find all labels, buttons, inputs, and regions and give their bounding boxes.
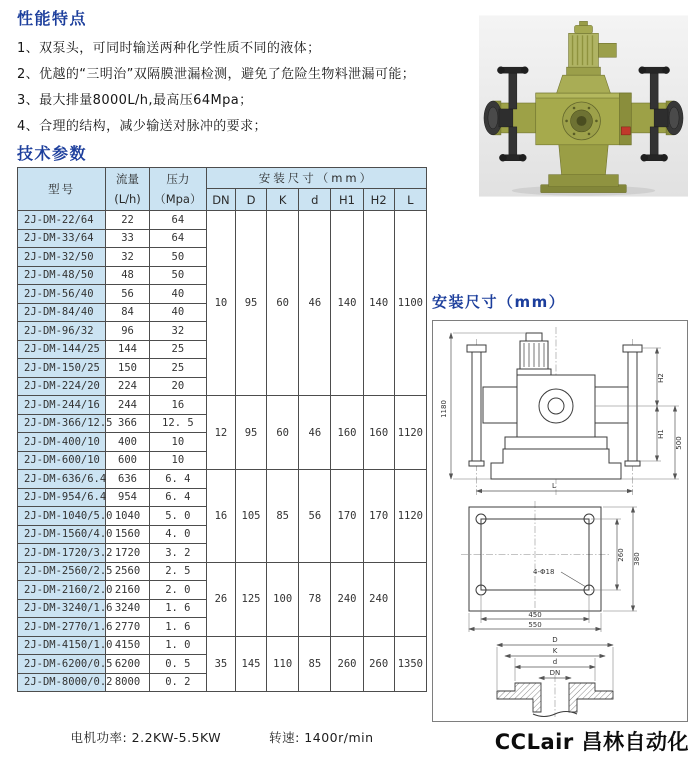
pressure-cell: 64 xyxy=(149,211,206,230)
dim-h1-label: H1 xyxy=(657,429,665,439)
dim-cell: 95 xyxy=(235,211,266,396)
flow-cell: 84 xyxy=(106,303,150,322)
dim-flange-d-small-label: d xyxy=(552,658,558,666)
pressure-cell: 6. 4 xyxy=(149,470,206,489)
dim-cell: 1120 xyxy=(394,396,426,470)
model-cell: 2J-DM-84/40 xyxy=(18,303,106,322)
pressure-cell: 0. 5 xyxy=(149,655,206,674)
feature-item: 3、最大排量8000L/h,最高压64Mpa； xyxy=(17,93,253,108)
dim-cell: 110 xyxy=(267,636,299,692)
brand-logo: CCLair 昌林自动化 xyxy=(494,730,689,754)
table-row xyxy=(18,396,427,415)
pressure-cell: 25 xyxy=(149,340,206,359)
dim-cell: 260 xyxy=(363,636,394,692)
pressure-cell: 50 xyxy=(149,266,206,285)
pressure-cell: 0. 2 xyxy=(149,673,206,692)
speed-text: 转速: 1400r/min xyxy=(269,730,374,745)
dim-flange-dn-label: DN xyxy=(549,669,561,677)
flow-cell: 366 xyxy=(106,414,150,433)
col-header-dims: 安装尺寸（mm） xyxy=(206,168,426,189)
flow-cell: 1720 xyxy=(106,544,150,563)
pressure-cell: 64 xyxy=(149,229,206,248)
pump-photo-illustration xyxy=(479,14,688,198)
col-header-dn: DN xyxy=(206,189,235,211)
flow-cell: 150 xyxy=(106,359,150,378)
pressure-cell: 2. 0 xyxy=(149,581,206,600)
model-cell: 2J-DM-636/6.4 xyxy=(18,470,106,489)
pressure-cell: 6. 4 xyxy=(149,488,206,507)
dim-flange-k-label: K xyxy=(552,647,558,655)
flow-cell: 2560 xyxy=(106,562,150,581)
flow-cell: 32 xyxy=(106,248,150,267)
elevation-drawing xyxy=(433,321,687,499)
dim-cell: 240 xyxy=(331,562,363,636)
dim-bolt-span-y-label: 260 xyxy=(617,548,625,562)
pressure-cell: 1. 6 xyxy=(149,618,206,637)
flow-cell: 4150 xyxy=(106,636,150,655)
tech-params-table xyxy=(17,167,427,692)
pressure-cell: 20 xyxy=(149,377,206,396)
flow-cell: 636 xyxy=(106,470,150,489)
dim-cell: 95 xyxy=(235,396,266,470)
model-cell: 2J-DM-32/50 xyxy=(18,248,106,267)
flow-cell: 954 xyxy=(106,488,150,507)
col-header-h1: H1 xyxy=(331,189,363,211)
model-cell: 2J-DM-22/64 xyxy=(18,211,106,230)
dim-cell: 160 xyxy=(331,396,363,470)
model-cell: 2J-DM-2560/2.5 xyxy=(18,562,106,581)
dim-cell: 145 xyxy=(235,636,266,692)
dim-cell: 46 xyxy=(299,396,331,470)
pressure-cell: 40 xyxy=(149,285,206,304)
dim-cell: 56 xyxy=(299,470,331,563)
model-cell: 2J-DM-954/6.4 xyxy=(18,488,106,507)
dim-cell: 85 xyxy=(267,470,299,563)
model-cell: 2J-DM-56/40 xyxy=(18,285,106,304)
model-cell: 2J-DM-6200/0.5 xyxy=(18,655,106,674)
dim-cell: 170 xyxy=(363,470,394,563)
dim-cell: 46 xyxy=(299,211,331,396)
flow-cell: 244 xyxy=(106,396,150,415)
pressure-cell: 25 xyxy=(149,359,206,378)
pressure-cell: 2. 5 xyxy=(149,562,206,581)
col-header-model: 型号 xyxy=(18,168,106,211)
col-header-l: L xyxy=(394,189,426,211)
model-cell: 2J-DM-600/10 xyxy=(18,451,106,470)
dim-cell: 78 xyxy=(299,562,331,636)
dim-flange-d-outer-label: D xyxy=(552,636,558,644)
pressure-cell: 50 xyxy=(149,248,206,267)
dim-total-height-label: 1180 xyxy=(440,400,448,418)
col-header-d-small: d xyxy=(299,189,331,211)
pressure-cell: 40 xyxy=(149,303,206,322)
flow-cell: 22 xyxy=(106,211,150,230)
pressure-cell: 4. 0 xyxy=(149,525,206,544)
flow-cell: 1040 xyxy=(106,507,150,526)
dim-cell: 105 xyxy=(235,470,266,563)
table-row xyxy=(18,211,427,230)
feature-item: 2、优越的“三明治”双隔膜泄漏检测，避免了危险生物料泄漏可能； xyxy=(17,67,416,82)
dim-cell: 100 xyxy=(267,562,299,636)
pressure-cell: 32 xyxy=(149,322,206,341)
tech-params-title: 技术参数 xyxy=(17,144,88,163)
flange-drawing xyxy=(433,633,687,719)
dim-cell: 35 xyxy=(206,636,235,692)
model-cell: 2J-DM-8000/0.2 xyxy=(18,673,106,692)
dim-cell: 140 xyxy=(363,211,394,396)
pressure-cell: 10 xyxy=(149,451,206,470)
flow-cell: 96 xyxy=(106,322,150,341)
install-dims-drawing-box xyxy=(432,320,688,722)
dim-base-depth-label: 380 xyxy=(633,552,641,566)
dim-cell: 170 xyxy=(331,470,363,563)
dim-cell: 60 xyxy=(267,211,299,396)
features-title: 性能特点 xyxy=(17,9,88,28)
dim-cell: 260 xyxy=(331,636,363,692)
model-cell: 2J-DM-3240/1.6 xyxy=(18,599,106,618)
dim-cell: 160 xyxy=(363,396,394,470)
dim-bolt-span-x-label: 450 xyxy=(528,611,542,619)
model-cell: 2J-DM-2160/2.0 xyxy=(18,581,106,600)
dim-cell: 125 xyxy=(235,562,266,636)
flow-cell: 400 xyxy=(106,433,150,452)
dim-h2-label: H2 xyxy=(657,373,665,383)
param-table-body xyxy=(18,211,427,692)
model-cell: 2J-DM-2770/1.6 xyxy=(18,618,106,637)
pressure-cell: 12. 5 xyxy=(149,414,206,433)
dim-cell: 1120 xyxy=(394,470,426,563)
pressure-cell: 3. 2 xyxy=(149,544,206,563)
dim-cell: 16 xyxy=(206,470,235,563)
table-header xyxy=(18,168,427,211)
flow-cell: 144 xyxy=(106,340,150,359)
flow-cell: 600 xyxy=(106,451,150,470)
dim-length-label: L xyxy=(552,482,556,490)
pressure-cell: 16 xyxy=(149,396,206,415)
model-cell: 2J-DM-244/16 xyxy=(18,396,106,415)
dim-base-width-label: 550 xyxy=(528,621,542,629)
table-row xyxy=(18,470,427,489)
model-cell: 2J-DM-150/25 xyxy=(18,359,106,378)
feature-item: 1、双泵头，可同时输送两种化学性质不同的液体； xyxy=(17,41,321,56)
dim-base-height-label: 500 xyxy=(675,436,683,450)
model-cell: 2J-DM-1560/4.0 xyxy=(18,525,106,544)
flow-cell: 224 xyxy=(106,377,150,396)
col-header-k: K xyxy=(267,189,299,211)
product-photo xyxy=(479,14,688,198)
dim-cell: 26 xyxy=(206,562,235,636)
dim-cell xyxy=(394,562,426,636)
flow-cell: 8000 xyxy=(106,673,150,692)
pressure-cell: 5. 0 xyxy=(149,507,206,526)
motor-power-text: 电机功率: 2.2KW-5.5KW xyxy=(70,730,222,745)
model-cell: 2J-DM-33/64 xyxy=(18,229,106,248)
model-cell: 2J-DM-366/12.5 xyxy=(18,414,106,433)
install-dims-title: 安装尺寸（mm） xyxy=(432,293,566,311)
model-cell: 2J-DM-1040/5.0 xyxy=(18,507,106,526)
dim-cell: 60 xyxy=(267,396,299,470)
table-row xyxy=(18,636,427,655)
dim-cell: 140 xyxy=(331,211,363,396)
flow-cell: 6200 xyxy=(106,655,150,674)
pressure-cell: 10 xyxy=(149,433,206,452)
name-plate xyxy=(621,127,630,135)
flow-cell: 48 xyxy=(106,266,150,285)
feature-item: 4、合理的结构，减少输送对脉冲的要求； xyxy=(17,119,267,134)
flow-cell: 56 xyxy=(106,285,150,304)
model-cell: 2J-DM-4150/1.0 xyxy=(18,636,106,655)
col-header-pressure: 压力 （Mpa） xyxy=(149,168,206,211)
model-cell: 2J-DM-48/50 xyxy=(18,266,106,285)
performance-features-section xyxy=(17,6,431,140)
model-cell: 2J-DM-224/20 xyxy=(18,377,106,396)
flow-cell: 3240 xyxy=(106,599,150,618)
pump-center-boss xyxy=(563,102,601,140)
dim-cell: 240 xyxy=(363,562,394,636)
table-row xyxy=(18,562,427,581)
features-list xyxy=(17,36,431,140)
flow-cell: 2770 xyxy=(106,618,150,637)
model-cell: 2J-DM-400/10 xyxy=(18,433,106,452)
flow-cell: 2160 xyxy=(106,581,150,600)
model-cell: 2J-DM-144/25 xyxy=(18,340,106,359)
col-header-h2: H2 xyxy=(363,189,394,211)
col-header-d: D xyxy=(235,189,266,211)
plan-drawing xyxy=(433,499,687,633)
dim-holes-label: 4-Φ18 xyxy=(533,568,555,576)
col-header-flow: 流量 (L/h) xyxy=(106,168,150,211)
flow-cell: 33 xyxy=(106,229,150,248)
flow-cell: 1560 xyxy=(106,525,150,544)
model-cell: 2J-DM-1720/3.2 xyxy=(18,544,106,563)
table-footer xyxy=(17,728,427,746)
dim-cell: 10 xyxy=(206,211,235,396)
pressure-cell: 1. 0 xyxy=(149,636,206,655)
dim-cell: 12 xyxy=(206,396,235,470)
model-cell: 2J-DM-96/32 xyxy=(18,322,106,341)
dim-cell: 1100 xyxy=(394,211,426,396)
dim-cell: 85 xyxy=(299,636,331,692)
dim-cell: 1350 xyxy=(394,636,426,692)
pressure-cell: 1. 6 xyxy=(149,599,206,618)
